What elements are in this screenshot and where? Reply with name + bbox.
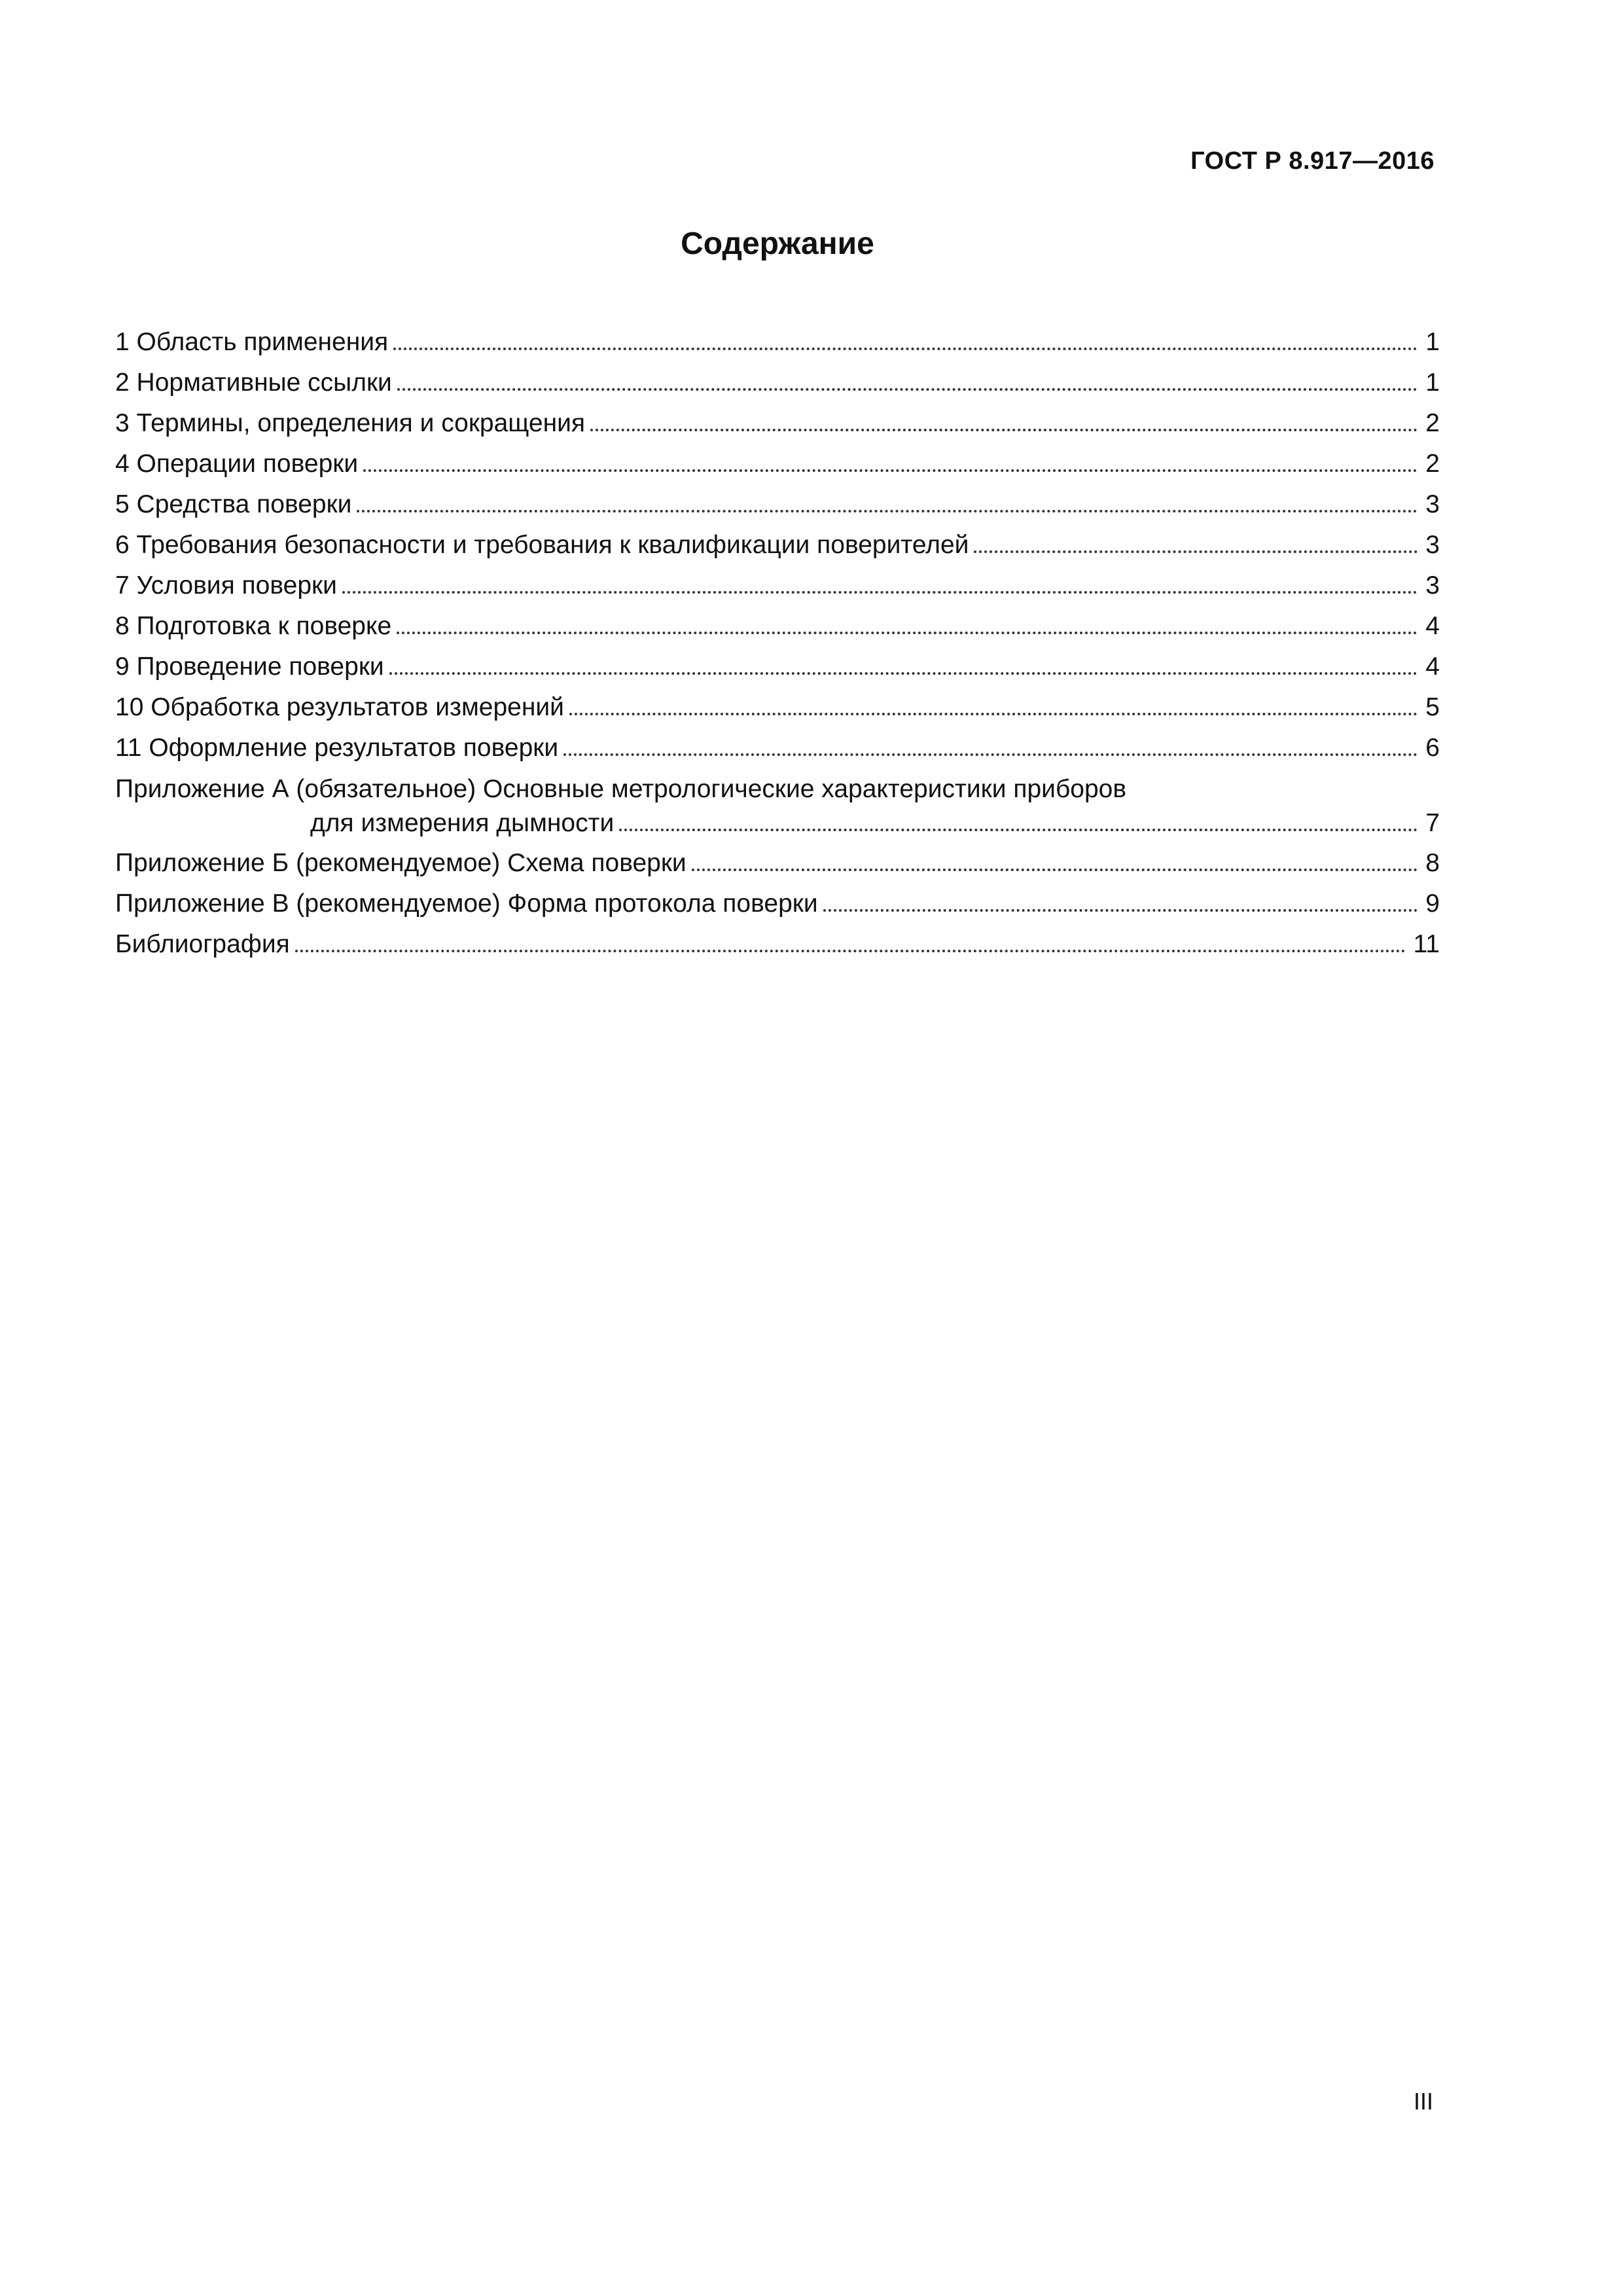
toc-leader (397, 632, 1418, 634)
toc-leader (389, 672, 1418, 675)
toc-entry[interactable] (115, 728, 1440, 768)
toc-entry[interactable] (115, 403, 1440, 444)
toc-entry-appendix-b[interactable] (115, 843, 1440, 884)
toc-entry-title: 5 Средства поверки (115, 490, 352, 518)
toc-leader (974, 550, 1418, 553)
toc-leader (692, 869, 1418, 871)
toc-entry-title: 6 Требования безопасности и требования к квалификации поверителей (115, 531, 969, 559)
toc-entry-title-continuation: для измерения дымности (310, 809, 615, 837)
toc-entry-page: 2 (1425, 450, 1440, 478)
toc-entry-title: 4 Операции поверки (115, 450, 359, 478)
toc-entry-page: 3 (1425, 571, 1440, 600)
toc-entry[interactable] (115, 484, 1440, 525)
toc-entry[interactable] (115, 363, 1440, 403)
toc-entry-appendix-c[interactable] (115, 884, 1440, 924)
toc-leader (393, 348, 1418, 350)
toc-entry-page: 2 (1425, 409, 1440, 437)
document-number: ГОСТ Р 8.917—2016 (1190, 147, 1435, 175)
toc-entry-page: 7 (1425, 809, 1440, 837)
toc-entry-title: 11 Оформление результатов поверки (115, 734, 559, 762)
page-number: III (1413, 2088, 1433, 2115)
toc-entry-title: Приложение Б (рекомендуемое) Схема поверки (115, 849, 687, 877)
toc-entry-appendix-a[interactable] (115, 772, 1440, 840)
toc-entry[interactable] (115, 606, 1440, 647)
toc-entry-page: 4 (1425, 612, 1440, 640)
toc-entry-title: 3 Термины, определения и сокращения (115, 409, 586, 437)
toc-entry[interactable] (115, 647, 1440, 687)
toc-entry-title: 7 Условия поверки (115, 571, 337, 600)
toc-entry-page: 11 (1413, 930, 1440, 958)
toc-entry[interactable] (115, 687, 1440, 728)
toc-entry-title: Библиография (115, 930, 290, 958)
toc-entry-page: 6 (1425, 734, 1440, 762)
toc-leader (397, 388, 1418, 391)
toc-leader (590, 429, 1418, 431)
toc-entry[interactable] (115, 444, 1440, 484)
toc-entry-title: Приложение А (обязательное) Основные метрологические характеристики приборов (115, 775, 1127, 803)
toc-entry-page: 3 (1425, 531, 1440, 559)
toc-entry-title: 9 Проведение поверки (115, 653, 384, 681)
toc-entry-page: 1 (1425, 368, 1440, 397)
toc-leader (357, 510, 1418, 512)
toc-entry-page: 8 (1425, 849, 1440, 877)
toc-leader (342, 591, 1418, 594)
toc-entry-page: 9 (1425, 889, 1440, 918)
toc-entry-title: Приложение В (рекомендуемое) Форма протокола поверки (115, 889, 818, 918)
toc-title: Содержание (681, 226, 874, 261)
toc-entry-page: 5 (1425, 693, 1440, 721)
toc-entry-page: 1 (1425, 328, 1440, 356)
toc-entry-title: 10 Обработка результатов измерений (115, 693, 564, 721)
toc-leader (823, 909, 1418, 912)
toc-entry-title: 8 Подготовка к поверке (115, 612, 392, 640)
toc-entry-title: 2 Нормативные ссылки (115, 368, 392, 397)
toc-entry-page: 3 (1425, 490, 1440, 518)
toc-entry-bibliography[interactable] (115, 924, 1440, 965)
toc-entry[interactable] (115, 322, 1440, 363)
toc-leader (569, 713, 1418, 715)
toc-leader (619, 829, 1418, 831)
toc-entry-page: 4 (1425, 653, 1440, 681)
table-of-contents (115, 322, 1440, 965)
toc-entry[interactable] (115, 565, 1440, 606)
toc-entry-title: 1 Область применения (115, 328, 389, 356)
toc-leader (563, 753, 1418, 756)
toc-leader (363, 469, 1418, 472)
toc-leader (295, 950, 1406, 952)
toc-entry[interactable] (115, 525, 1440, 565)
